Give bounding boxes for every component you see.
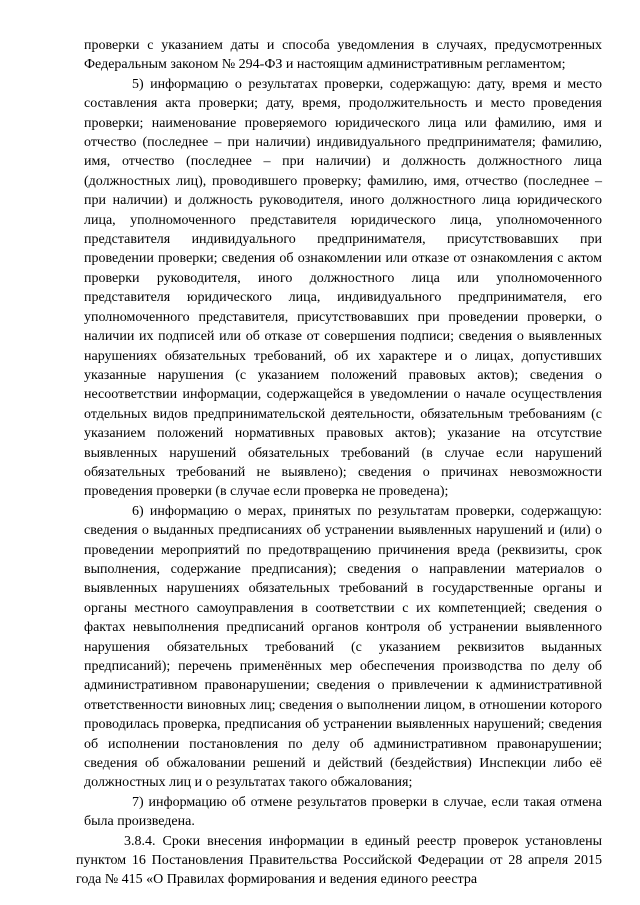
paragraph-3-8-4: 3.8.4. Сроки внесения информации в единый реестр проверок установлены пунктом 16 Постановления Правительства Российской Федерации от 28 апреля 2015 года № 415 «О Правилах формирования и ведения единого реестра [76,833,602,888]
paragraph-item-5: 5) информацию о результатах проверки, содержащую: дату, время и место составления акта проверки; дату, время, продолжительность и место проведения проверки; наименование проверяемого юридического лица или фамилию, имя и отчество (последнее – при наличии) индивидуального предпринимателя; фамилию, имя, отчество (последнее – при наличии) и должность должностного лица (должностных лиц), проводившего проверку; фамилию, имя, отчество (последнее – при наличии) и должность руководителя, иного должностного лица юридического лица, уполномоченного представителя юридического лица, уполномоченного представителя индивидуального предпринимателя, присутствовавших при проведении проверки; сведения об ознакомлении или отказе от ознакомления с актом проверки руководителя, иного должностного лица или уполномоченного представителя юридического лица, индивидуального предпринимателя, его уполномоченного представителя, присутствовавших при проведении проверки, о наличии их подписей или об отказе от совершения подписи; сведения о выявленных нарушениях обязательных требований, об их характере и о лицах, допустивших указанные нарушения (с указанием положений правовых актов); сведения о несоответствии информации, содержащейся в уведомлении о начале осуществления отдельных видов предпринимательской деятельности, обязательным требованиям (с указанием положений нормативных правовых актов); указание на отсутствие выявленных нарушений обязательных требований (в случае если нарушений обязательных требований не выявлено); сведения о причинах невозможности проведения проверки (в случае если проверка не проведена); [84,76,602,500]
paragraph-item-7: 7) информацию об отмене результатов проверки в случае, если такая отмена была произведена. [84,794,602,830]
paragraph-item-6: 6) информацию о мерах, принятых по результатам проверки, содержащую: сведения о выданных предписаниях об устранении выявленных нарушений и (или) о проведении мероприятий по предотвращению причинения вреда (реквизиты, срок выполнения, содержание предписания); сведения о направлении материалов о выявленных нарушениях обязательных требований в государственные органы и органы местного самоуправления в соответствии с их компетенцией; сведения о фактах невыполнения предписаний органов контроля об устранении выявленного нарушения обязательных требований (с указанием реквизитов выданных предписаний); перечень применённых мер обеспечения производства по делу об административном правонарушении; сведения о привлечении к административной ответственности виновных лиц; сведения о выполнении лицом, в отношении которого проводилась проверка, предписания об устранении выявленных нарушений; сведения об исполнении постановления по делу об административном правонарушении; сведения об обжаловании решений и действий (бездействия) Инспекции либо её должностных лиц и о результатах такого обжалования; [84,503,602,791]
paragraph-continuation: проверки с указанием даты и способа уведомления в случаях, предусмотренных Федеральным законом № 294-ФЗ и настоящим административным регламентом; [84,38,602,73]
